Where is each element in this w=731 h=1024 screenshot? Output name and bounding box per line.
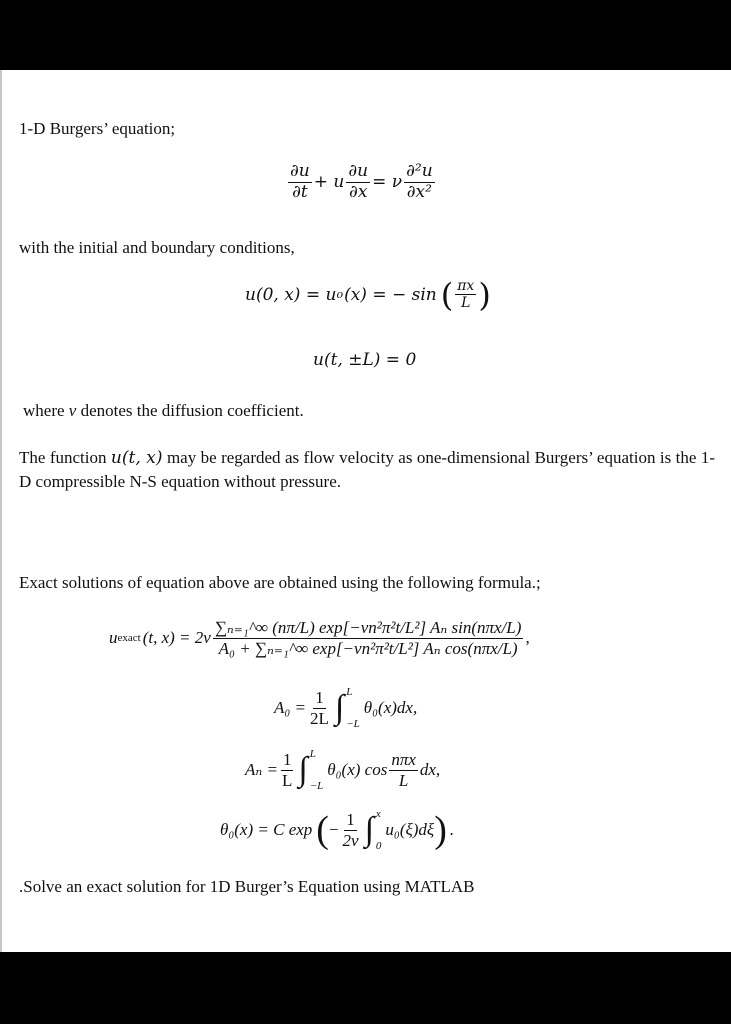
where-line: where ν denotes the diffusion coefficient. xyxy=(23,401,304,420)
an-formula: Aₙ = $\frac{1}{L}$ ∫ L −L θ₀(x) cos $\frac{\text{nπx}}{L}$ dx, xyxy=(245,748,441,792)
a0-coefficient-fraction: $\frac{1}{2L}$ xyxy=(310,687,329,728)
pi-x-over-l-fraction: $\frac{\pi x}{L}$ xyxy=(457,278,475,312)
exact-intro: Exact solutions of equation above are obtained using the following formula.; xyxy=(19,573,541,592)
du-dt-fraction: $\frac{\partial u}{\partial t}$ xyxy=(290,161,310,202)
initial-condition: u(0, x) = u o (x) = − sin ( $\frac{\pi x}{L}$ ) xyxy=(245,275,491,314)
one-over-two-nu-fraction: $\frac{1}{2\nu}$ xyxy=(342,809,359,850)
heading: 1-D Burgers’ equation; xyxy=(19,119,176,138)
exact-solution-formula: u exact (t, x) = 2ν $\frac{\text{∑ₙ₌₁\textasciicircum{}∞ (nπ/L) exp[−νn²π²t/L²] Aₙ sin(nπx/L)}}{\text{A₀ + ∑ₙ₌₁\textasciicircum{}∞ exp[−νn²π²t/L²] Aₙ cos(nπx/L)}}$ , xyxy=(109,618,530,658)
velocity-paragraph: The function u(t, x) may be regarded as flow velocity as one-dimensional Burgers’ equation is the 1-D compressible N-S equation without pressure. xyxy=(19,448,715,491)
integral-sign: ∫ xyxy=(298,751,308,788)
exact-solution-fraction: $\frac{\text{∑ₙ₌₁\textasciicircum{}∞ (nπ/L) exp[−νn²π²t/L²] Aₙ sin(nπx/L)}}{\text{A₀ + ∑ₙ₌₁\textasciicircum{}∞ exp[−νn²π²t/L²] Aₙ cos(nπx/L)}}$ xyxy=(214,618,522,658)
an-coefficient-fraction: $\frac{1}{L}$ xyxy=(282,749,293,790)
cos-argument-fraction: $\frac{\text{nπx}}{L}$ xyxy=(391,749,416,790)
integral-sign: ∫ xyxy=(364,811,374,848)
boundary-condition: u(t, ±L) = 0 xyxy=(313,350,417,370)
conditions-intro: with the initial and boundary conditions, xyxy=(19,238,295,257)
a0-formula: A₀ = $\frac{1}{2L}$ ∫ L −L θ₀(x)dx, xyxy=(274,686,418,730)
task-statement: .Solve an exact solution for 1D Burger’s Equation using MATLAB xyxy=(19,877,475,896)
d2u-dx2-fraction: $\frac{\text{∂²u}}{\text{∂x²}}$ xyxy=(406,161,433,202)
integral-sign: ∫ xyxy=(334,689,345,726)
burgers-pde: $\frac{\partial u}{\partial t}$ + u $\frac{\partial u}{\partial x}$ = ν $\frac{\text{∂²u}}{\text{∂x²}}$ xyxy=(290,161,433,202)
theta0-formula: θ₀(x) = C exp ( − $\frac{1}{2\nu}$ ∫ x 0 u₀(ξ)dξ ) . xyxy=(220,808,455,852)
document-page xyxy=(0,70,731,952)
du-dx-fraction: $\frac{\partial u}{\partial x}$ xyxy=(348,161,369,202)
